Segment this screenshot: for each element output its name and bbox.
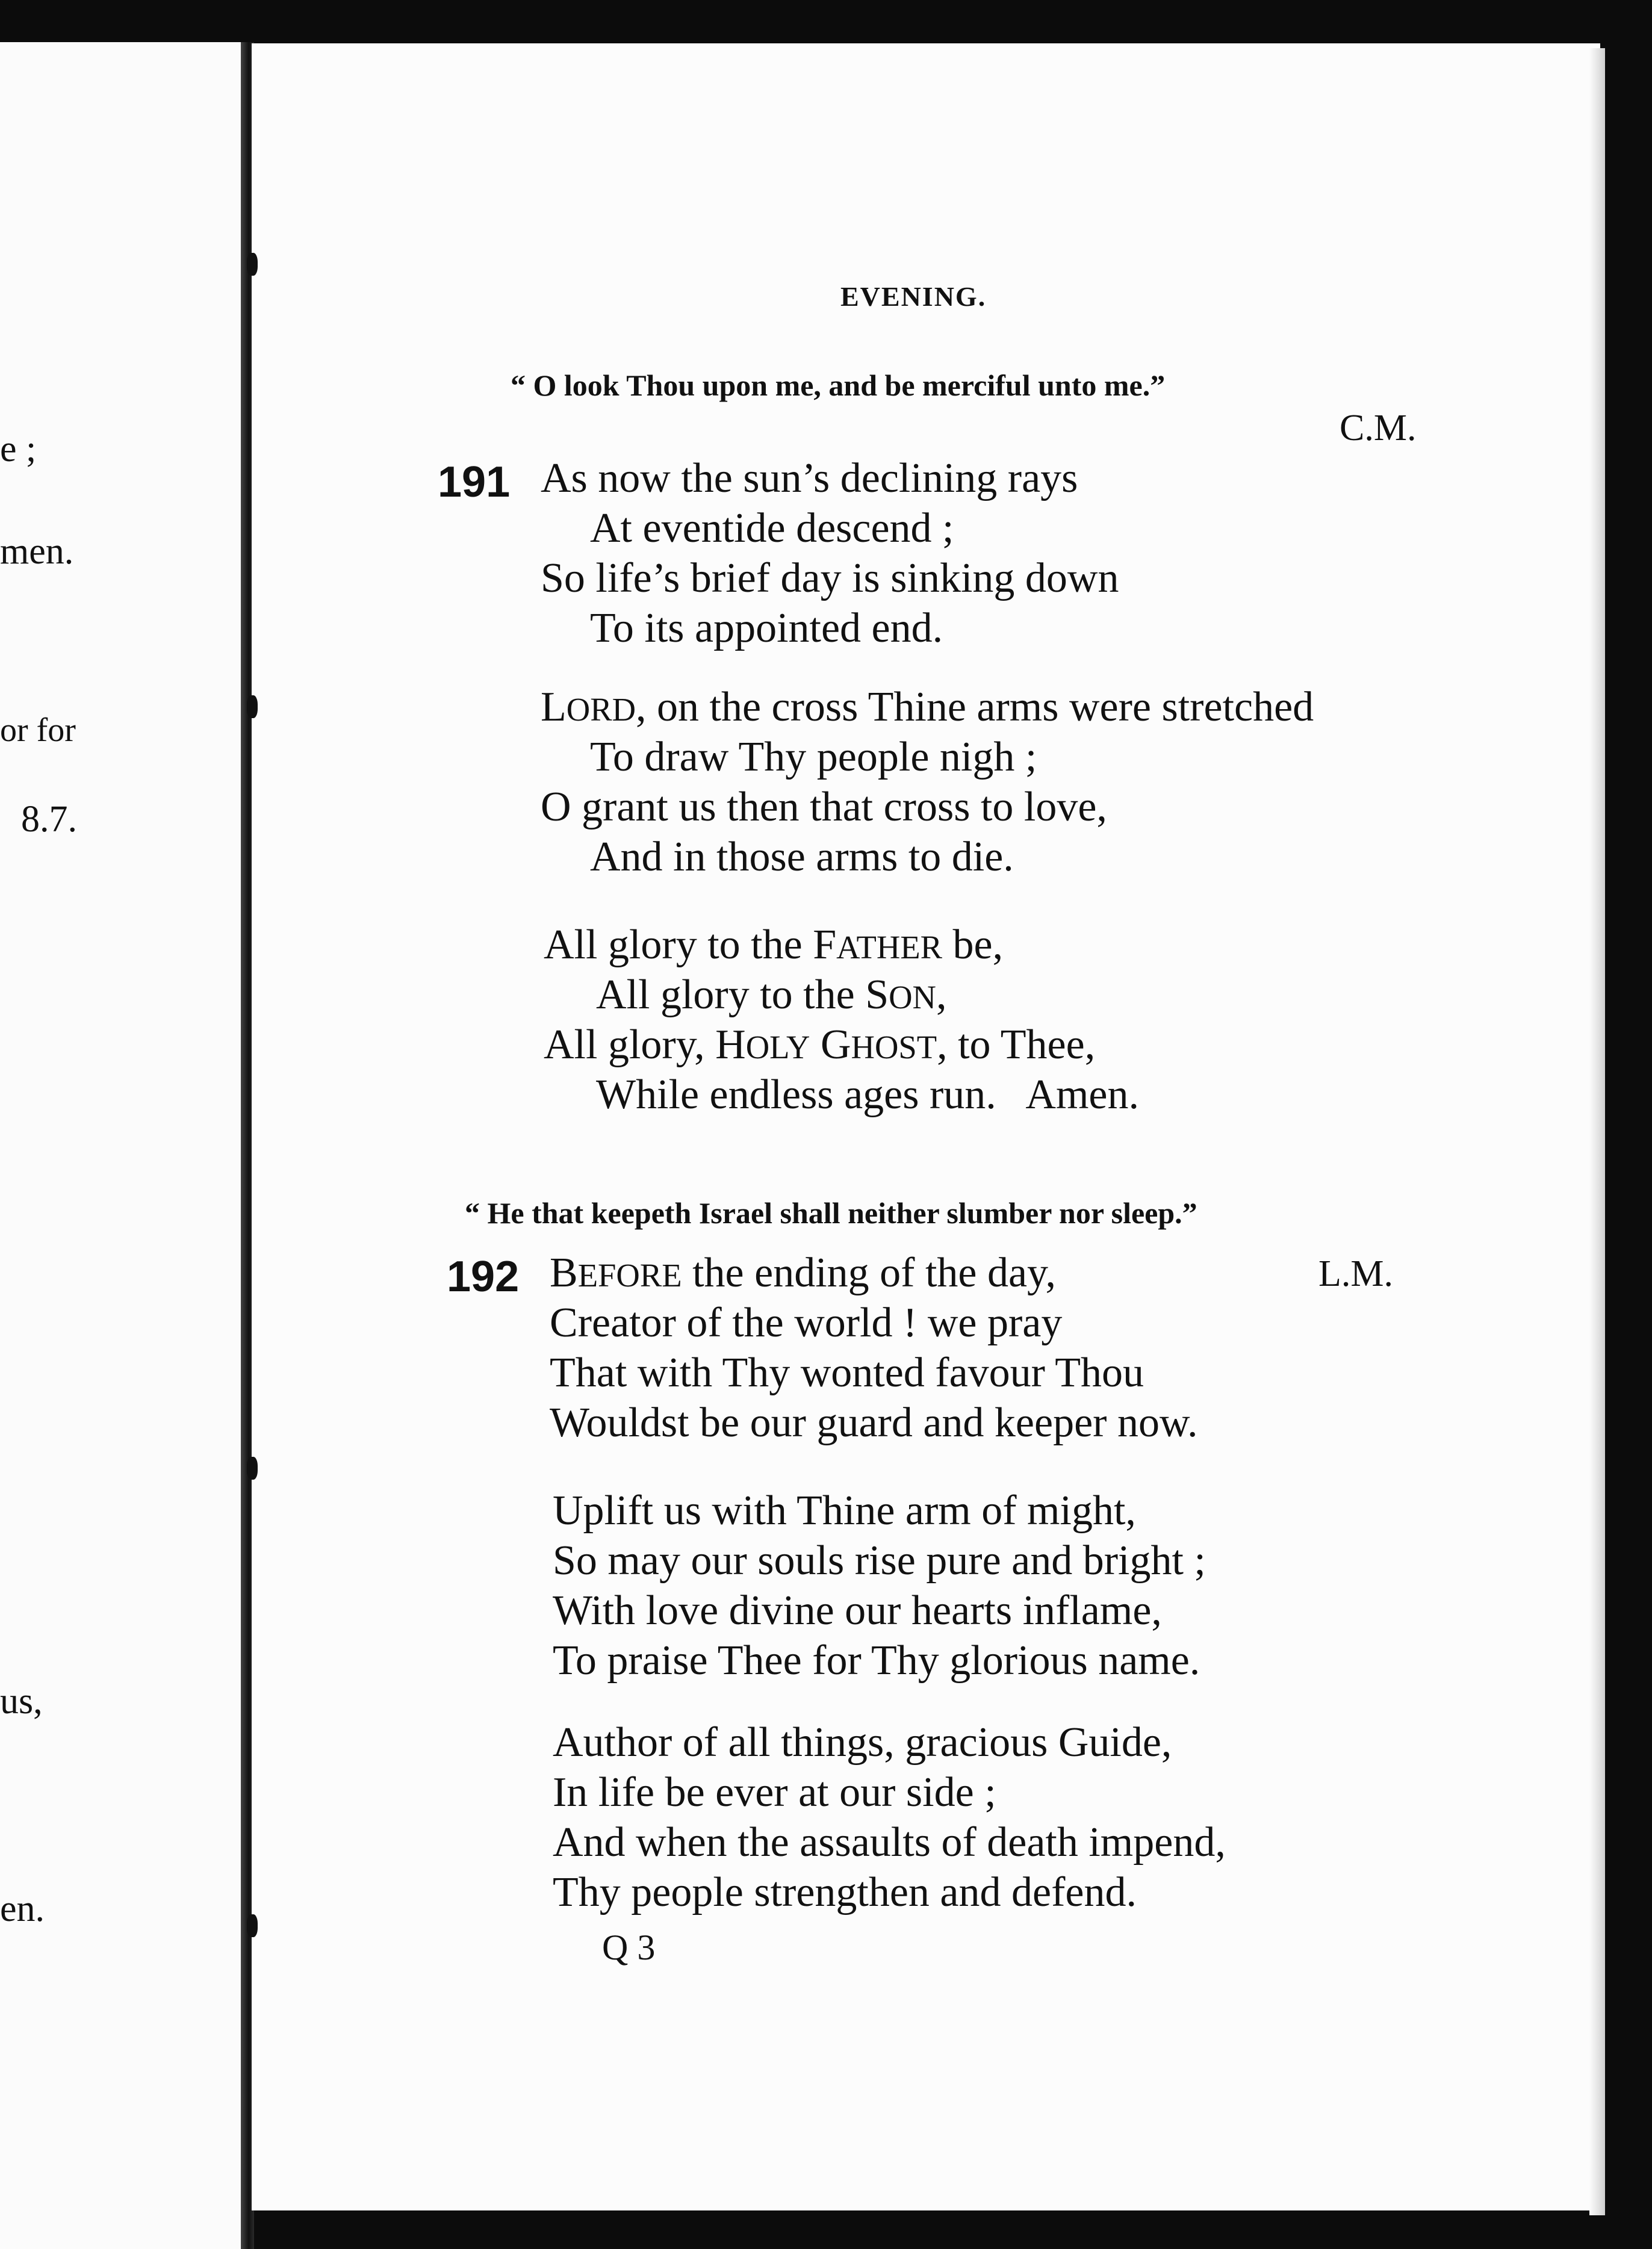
- verse-line: Wouldst be our guard and keeper now.: [550, 1400, 1198, 1446]
- verse-line: All glory to the SON,: [596, 972, 947, 1018]
- left-page-fragment: men.: [0, 531, 74, 572]
- hymn-epigraph: “ O look Thou upon me, and be merciful unto me.”: [511, 368, 1166, 402]
- verse-line: All glory, HOLY GHOST, to Thee,: [544, 1022, 1096, 1068]
- page-edge: [1589, 48, 1605, 2215]
- binding-mark: [247, 1914, 258, 1937]
- left-page-fragment: us,: [0, 1681, 43, 1722]
- left-page-fragment: or for: [0, 712, 76, 749]
- verse-line: While endless ages run. Amen.: [596, 1072, 1140, 1118]
- verse-line: So may our souls rise pure and bright ;: [553, 1537, 1206, 1584]
- verse-line: All glory to the FATHER be,: [544, 922, 1004, 968]
- verse-line: Creator of the world ! we pray: [550, 1300, 1063, 1346]
- verse-line: Thy people strengthen and defend.: [553, 1869, 1137, 1916]
- verse-line: In life be ever at our side ;: [553, 1769, 996, 1816]
- hymn-meter: C.M.: [1340, 408, 1417, 448]
- verse-line: BEFORE the ending of the day,: [550, 1250, 1056, 1296]
- signature-mark: Q 3: [602, 1928, 656, 1967]
- verse-line: Author of all things, gracious Guide,: [553, 1719, 1172, 1766]
- binding-mark: [247, 1457, 258, 1480]
- hymn-number: 192: [447, 1253, 520, 1301]
- left-page-fragment: e ;: [0, 429, 37, 470]
- verse-line: Uplift us with Thine arm of might,: [553, 1487, 1136, 1534]
- left-page-fragment: en.: [0, 1888, 45, 1929]
- hymn-meter: L.M.: [1318, 1253, 1393, 1294]
- verse-line: To praise Thee for Thy glorious name.: [553, 1637, 1200, 1684]
- hymn-epigraph: “ He that keepeth Israel shall neither slumber nor sleep.”: [465, 1196, 1197, 1230]
- verse-line: And when the assaults of death impend,: [553, 1819, 1226, 1866]
- verse-line: That with Thy wonted favour Thou: [550, 1350, 1144, 1396]
- left-page-fragment: 8.7.: [21, 799, 77, 840]
- binding-mark: [247, 695, 258, 718]
- verse-line: At eventide descend ;: [590, 505, 954, 551]
- binding-mark: [247, 253, 258, 276]
- verse-line: LORD, on the cross Thine arms were stretched: [541, 684, 1314, 730]
- verse-line: With love divine our hearts inflame,: [553, 1587, 1162, 1634]
- verse-line: To draw Thy people nigh ;: [590, 734, 1037, 780]
- verse-line: So life’s brief day is sinking down: [541, 555, 1119, 601]
- verse-line: To its appointed end.: [590, 605, 943, 651]
- hymn-number: 191: [438, 458, 511, 506]
- running-header: EVENING.: [840, 281, 987, 312]
- verse-line: And in those arms to die.: [590, 834, 1014, 880]
- verse-line: O grant us then that cross to love,: [541, 784, 1107, 830]
- verse-line: As now the sun’s declining rays: [541, 455, 1078, 501]
